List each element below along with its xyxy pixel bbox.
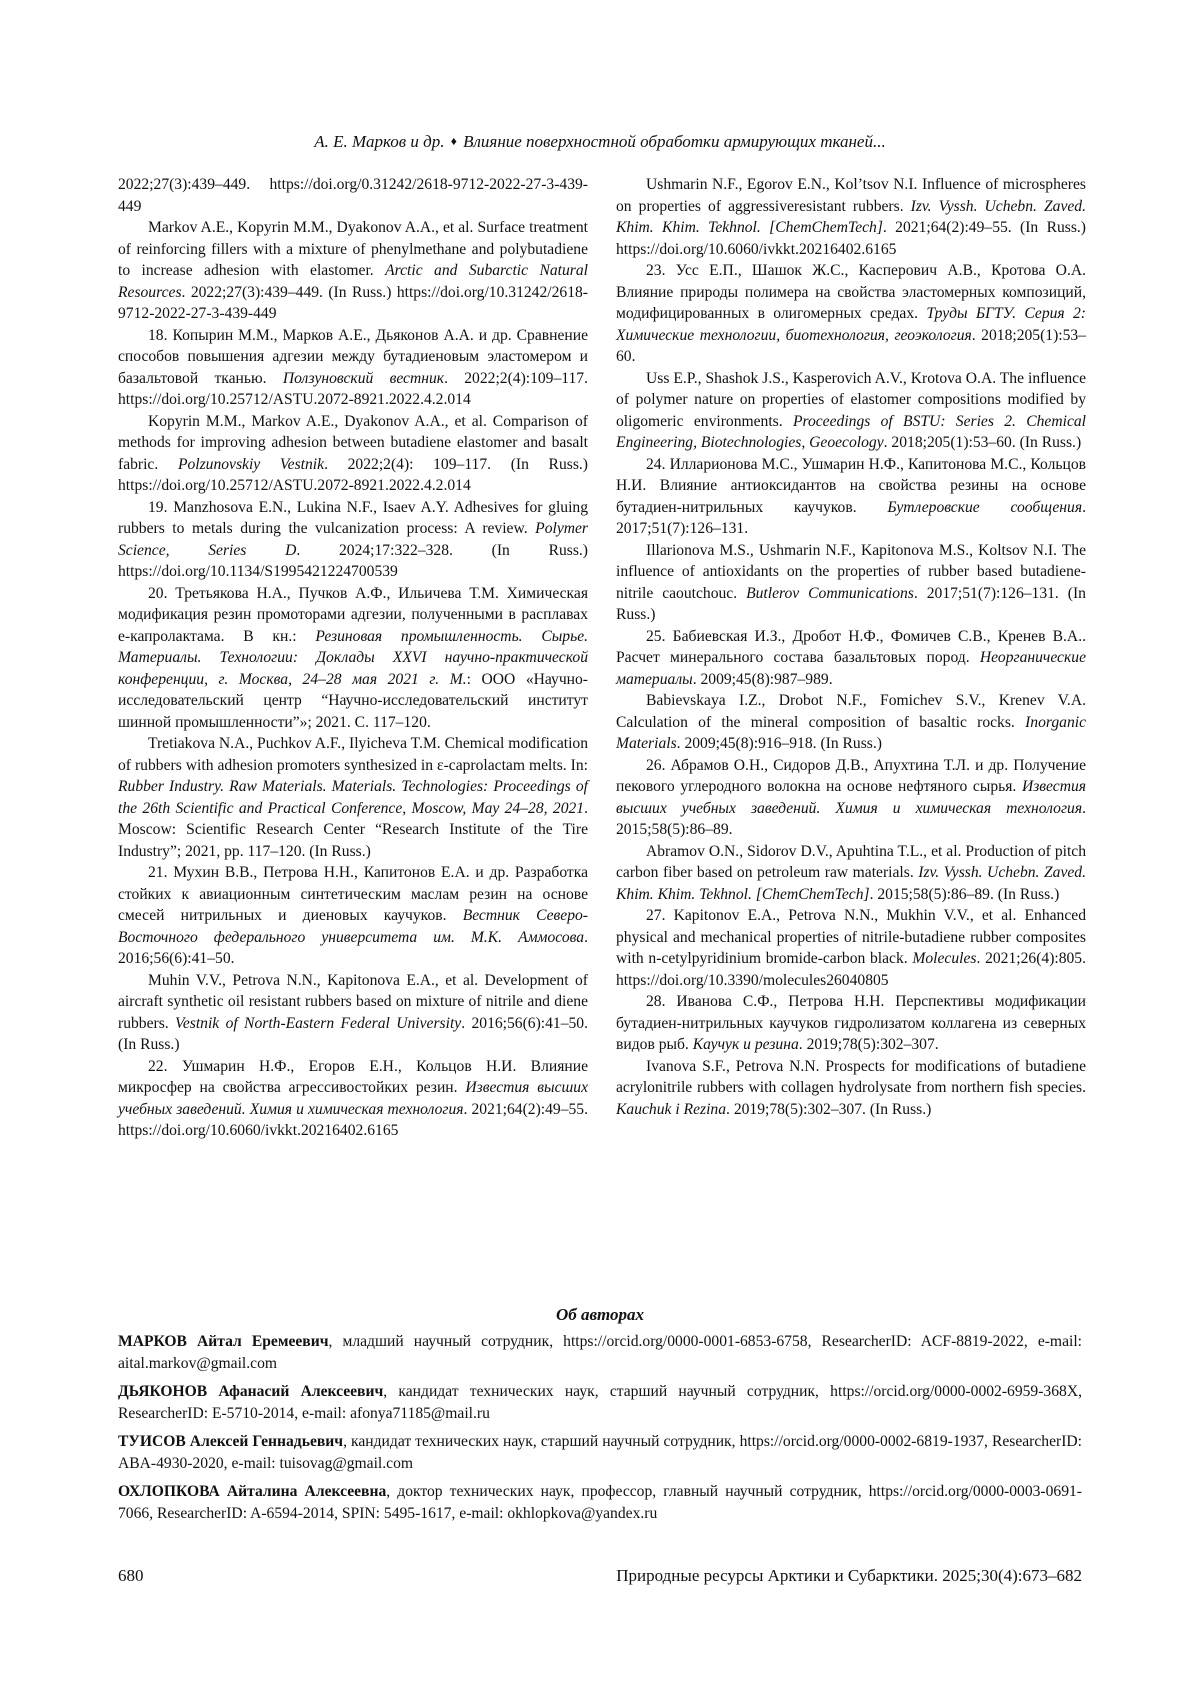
author-name: ОХЛОПКОВА Айталина Алексеевна bbox=[118, 1483, 387, 1500]
journal-citation: Природные ресурсы Арктики и Субарктики. 2025;30(4):673–682 bbox=[616, 1566, 1082, 1585]
reference-entry bbox=[118, 583, 588, 734]
reference-text: Markov A.E., Kopyrin M.M., Dyakonov A.A., et al. Surface treatment of reinforcing fillers with a mixture of phenylmethane and polybutadiene to increase adhesion with elastomer. bbox=[118, 219, 588, 279]
reference-text: 28. Иванова С.Ф., Петрова Н.Н. Перспективы модификации бутадиен-нитрильных каучуков гидролизатом коллагена из северных видов рыб. bbox=[616, 993, 1086, 1053]
reference-entry bbox=[118, 1056, 588, 1142]
running-head-authors: А. Е. Марков и др. bbox=[314, 132, 445, 151]
reference-entry bbox=[118, 411, 588, 497]
reference-text: 23. Усс Е.П., Шашок Ж.С., Касперович А.В., Кротова О.А. Влияние природы полимера на свойства эластомерных композиций, модифицированных в олигомерных средах. bbox=[616, 262, 1086, 322]
reference-entry bbox=[616, 260, 1086, 368]
reference-source: Известия высших учебных заведений. Химия и химическая технология bbox=[616, 778, 1086, 817]
author-details: , кандидат технических наук, старший научный сотрудник, https://orcid.org/0000-0002-6959-368X, ResearcherID: E-5710-2014, e-mail: afonya71185@mail.ru bbox=[118, 1383, 1082, 1422]
reference-source: Arctic and Subarctic Natural Resources bbox=[118, 262, 588, 301]
reference-source: Kauchuk i Rezina bbox=[616, 1100, 727, 1118]
reference-entry bbox=[118, 497, 588, 583]
page-number: 680 bbox=[118, 1566, 144, 1585]
reference-text: Ushmarin N.F., Egorov E.N., Kol’tsov N.I. Influence of microspheres on properties of aggressiveresistant rubbers. bbox=[616, 176, 1086, 215]
authors-list bbox=[118, 1331, 1082, 1531]
reference-source: Резиновая промышленность. Сырье. Материалы. Технологии: Доклады XXVI научно-практической конференции, г. Москва, 24–28 мая 2021 г. М. bbox=[118, 627, 589, 688]
author-entry bbox=[118, 1481, 1082, 1524]
authors-heading: Об авторах bbox=[555, 1305, 645, 1324]
reference-source: Inorganic Materials bbox=[616, 713, 1086, 752]
author-details: , доктор технических наук, профессор, главный научный сотрудник, https://orcid.org/0000-0003-0691-7066, ResearcherID: A-6594-2014, SPIN: 5495-1617, e-mail: okhlopkova@yandex.ru bbox=[118, 1483, 1082, 1522]
reference-details: . 2015;58(5):86–89. (In Russ.) bbox=[869, 885, 1060, 903]
reference-source: Butlerov Communications bbox=[746, 584, 914, 602]
reference-text: 22. Ушмарин Н.Ф., Егоров Е.Н., Кольцов Н.И. Влияние микросфер на свойства агрессивостойких резин. bbox=[118, 1057, 588, 1096]
reference-source: Ползуновский вестник bbox=[282, 369, 445, 387]
reference-text: Kopyrin M.M., Markov A.E., Dyakonov A.A., et al. Comparison of methods for improving adhesion between butadiene elastomer and basalt fabric. bbox=[118, 412, 588, 473]
reference-details: . 2016;56(6):41–50. bbox=[118, 928, 588, 967]
reference-entry bbox=[616, 368, 1086, 454]
reference-text: 21. Мухин В.В., Петрова Н.Н., Капитонов Е.А. и др. Разработка стойких к авиационным синтетическим маслам резин на основе смесей нитрильных и диеновых каучуков. bbox=[118, 864, 588, 924]
reference-text: 25. Бабиевская И.З., Дробот Н.Ф., Фомичев С.В., Кренев В.А.. Расчет минерального состава базальтовых пород. bbox=[616, 627, 1086, 666]
reference-entry bbox=[616, 626, 1086, 691]
reference-entry bbox=[616, 841, 1086, 906]
reference-source: Vestnik of North-Eastern Federal University bbox=[175, 1014, 462, 1032]
reference-entry bbox=[616, 690, 1086, 755]
reference-source: Известия высших учебных заведений. Химия и химическая технология bbox=[118, 1079, 588, 1118]
reference-source: Molecules bbox=[912, 950, 977, 967]
reference-details: . 2018;205(1):53–60. (In Russ.) bbox=[883, 434, 1082, 451]
reference-text: Uss E.P., Shashok J.S., Kasperovich A.V., Krotova O.A. The influence of polymer nature on properties of elastomer compositions modified by oligomeric environments. bbox=[616, 369, 1086, 430]
reference-source: Polzunovskiy Vestnik bbox=[177, 455, 325, 473]
author-name: ДЬЯКОНОВ Афанасий Алексеевич bbox=[118, 1383, 384, 1400]
reference-details: . 2022;27(3):439–449. (In Russ.) https://doi.org/10.31242/2618-9712-2022-27-3-439-449 bbox=[118, 283, 588, 322]
reference-entry bbox=[118, 862, 588, 970]
running-head bbox=[0, 132, 1200, 153]
reference-details: : ООО «Научно-исследовательский центр “Научно-исследовательский институт шинной промышленности”»; 2021. С. 117–120. bbox=[118, 670, 588, 731]
reference-entry bbox=[616, 905, 1086, 991]
reference-entry bbox=[118, 325, 588, 411]
reference-details: . 2019;78(5):302–307. (In Russ.) bbox=[726, 1100, 932, 1118]
reference-entry bbox=[616, 1056, 1086, 1121]
reference-entry bbox=[118, 733, 588, 862]
reference-entry bbox=[616, 454, 1086, 540]
reference-details: . 2021;26(4):805. https://doi.org/10.3390/molecules26040805 bbox=[616, 950, 1087, 989]
reference-details: . 2018;205(1):53–60. bbox=[616, 326, 1086, 365]
reference-details: . 2009;45(8):987–989. bbox=[692, 670, 833, 688]
reference-details: . 2022;2(4):109–117. https://doi.org/10.25712/ASTU.2072-8921.2022.4.2.014 bbox=[118, 369, 588, 408]
reference-text: 2022;27(3):439–449. https://doi.org/0.31242/2618-9712-2022-27-3-439-449 bbox=[118, 176, 588, 215]
reference-source: Труды БГТУ. Серия 2: Химические технологии, биотехнология, геоэкология bbox=[616, 305, 1086, 344]
reference-entry bbox=[616, 755, 1086, 841]
author-entry bbox=[118, 1431, 1082, 1474]
reference-text: Illarionova M.S., Ushmarin N.F., Kapitonova M.S., Koltsov N.I. The influence of antioxidants on the properties of rubber based butadiene-nitrile caoutchouc. bbox=[616, 541, 1086, 602]
author-entry bbox=[118, 1331, 1082, 1374]
reference-source: Вестник Северо-Восточного федерального университета им. М.К. Аммосова bbox=[118, 907, 588, 946]
reference-details: . 2017;51(7):126–131. bbox=[616, 498, 1086, 537]
reference-details: . 2017;51(7):126–131. (In Russ.) bbox=[616, 584, 1086, 623]
reference-text: Tretiakova N.A., Puchkov A.F., Ilyicheva T.M. Chemical modification of rubbers with adhesion promoters synthesized in ε-caprolactam melts. In: bbox=[118, 735, 588, 774]
author-details: , младший научный сотрудник, https://orcid.org/0000-0001-6853-6758, ResearcherID: ACF-8819-2022, e-mail: aital.markov@gmail.com bbox=[118, 1333, 1082, 1372]
reference-entry bbox=[616, 540, 1086, 626]
reference-source: Polymer Science, Series D bbox=[118, 520, 588, 559]
reference-details: . 2009;45(8):916–918. (In Russ.) bbox=[676, 735, 882, 752]
reference-entry bbox=[118, 174, 588, 217]
reference-entry bbox=[616, 174, 1086, 260]
author-details: , кандидат технических наук, старший научный сотрудник, https://orcid.org/0000-0002-6819-1937, ResearcherID: ABA-4930-2020, e-mail: tuisovag@gmail.com bbox=[118, 1433, 1082, 1472]
reference-text: 19. Manzhosova E.N., Lukina N.F., Isaev A.Y. Adhesives for gluing rubbers to metals during the vulcanization process: A review. bbox=[118, 498, 588, 537]
reference-text: 18. Копырин М.М., Марков А.Е., Дьяконов А.А. и др. Сравнение способов повышения адгезии между бутадиеновым эластомером и базальтовой тканью. bbox=[118, 326, 588, 387]
reference-text: Babievskaya I.Z., Drobot N.F., Fomichev S.V., Krenev V.A. Calculation of the mineral composition of basaltic rocks. bbox=[616, 692, 1086, 731]
reference-entry bbox=[118, 217, 588, 325]
reference-text: 20. Третьякова Н.А., Пучков А.Ф., Ильичева Т.М. Химическая модификация резин промоторами адгезии, полученными в расплавах e-капролактама. В кн.: bbox=[118, 584, 588, 645]
reference-details: . 2021;64(2):49–55. (In Russ.) https://doi.org/10.6060/ivkkt.20216402.6165 bbox=[616, 219, 1086, 258]
reference-source: Izv. Vyssh. Uchebn. Zaved. Khim. Khim. Tekhnol. [ChemChemTech] bbox=[616, 197, 1086, 236]
references-left-column bbox=[118, 174, 588, 1142]
reference-details: . 2016;56(6):41–50. (In Russ.) bbox=[118, 1014, 588, 1053]
reference-source: Каучук и резина bbox=[692, 1036, 799, 1053]
reference-entry bbox=[616, 991, 1086, 1056]
reference-text: Muhin V.V., Petrova N.N., Kapitonova E.A., et al. Development of aircraft synthetic oil resistant rubbers based on mixture of nitrile and diene rubbers. bbox=[118, 971, 588, 1032]
reference-details: . 2022;2(4): 109–117. (In Russ.) https://doi.org/10.25712/ASTU.2072-8921.2022.4.2.014 bbox=[118, 455, 588, 494]
reference-source: Неорганические материалы bbox=[616, 649, 1086, 688]
reference-text: 27. Kapitonov E.A., Petrova N.N., Mukhin V.V., et al. Enhanced physical and mechanical properties of nitrile-butadiene rubber composites with n-cetylpyridinium bromide-carbon black. bbox=[616, 907, 1086, 967]
reference-source: Бутлеровские сообщения bbox=[887, 498, 1083, 516]
running-head-title: Влияние поверхностной обработки армирующих тканей... bbox=[463, 132, 886, 151]
reference-text: Ivanova S.F., Petrova N.N. Prospects for modifications of butadiene acrylonitrile rubbers with collagen hydrolysate from northern fish species. bbox=[616, 1057, 1086, 1096]
reference-entry bbox=[118, 970, 588, 1056]
reference-details: . 2015;58(5):86–89. bbox=[616, 799, 1086, 838]
reference-text: Abramov O.N., Sidorov D.V., Apuhtina T.L., et al. Production of pitch carbon fiber based on petroleum raw materials. bbox=[616, 842, 1086, 881]
references-right-column bbox=[616, 174, 1086, 1120]
reference-details: . 2024;17:322–328. (In Russ.) https://doi.org/10.1134/S1995421224700539 bbox=[118, 541, 588, 580]
reference-text: 24. Илларионова М.С., Ушмарин Н.Ф., Капитонова М.С., Кольцов Н.И. Влияние антиоксидантов на свойства резины на основе бутадиен-нитрильных каучуков. bbox=[616, 455, 1086, 516]
reference-source: Rubber Industry. Raw Materials. Materials. Technologies: Proceedings of the 26th Scientific and Practical Conference, Moscow, May 24–28, 2021 bbox=[118, 778, 588, 817]
author-name: ТУИСОВ Алексей Геннадьевич bbox=[118, 1433, 344, 1450]
reference-source: Proceedings of BSTU: Series 2. Chemical Engineering, Biotechnologies, Geoecology bbox=[616, 412, 1086, 451]
reference-text: 26. Абрамов О.Н., Сидоров Д.В., Апухтина Т.Л. и др. Получение пекового углеродного волокна на основе нефтяного сырья. bbox=[616, 756, 1086, 795]
author-entry bbox=[118, 1381, 1082, 1424]
reference-source: Izv. Vyssh. Uchebn. Zaved. Khim. Khim. Tekhnol. [ChemChemTech] bbox=[616, 864, 1086, 903]
author-name: МАРКОВ Айтал Еремеевич bbox=[118, 1333, 329, 1350]
reference-details: . 2019;78(5):302–307. bbox=[798, 1036, 939, 1053]
reference-details: . 2021;64(2):49–55. https://doi.org/10.6060/ivkkt.20216402.6165 bbox=[118, 1100, 589, 1139]
reference-details: . Moscow: Scientific Research Center “Research Institute of the Tire Industry”; 2021, pp. 117–120. (In Russ.) bbox=[118, 799, 588, 860]
diamond-separator-icon: ♦ bbox=[450, 134, 457, 148]
